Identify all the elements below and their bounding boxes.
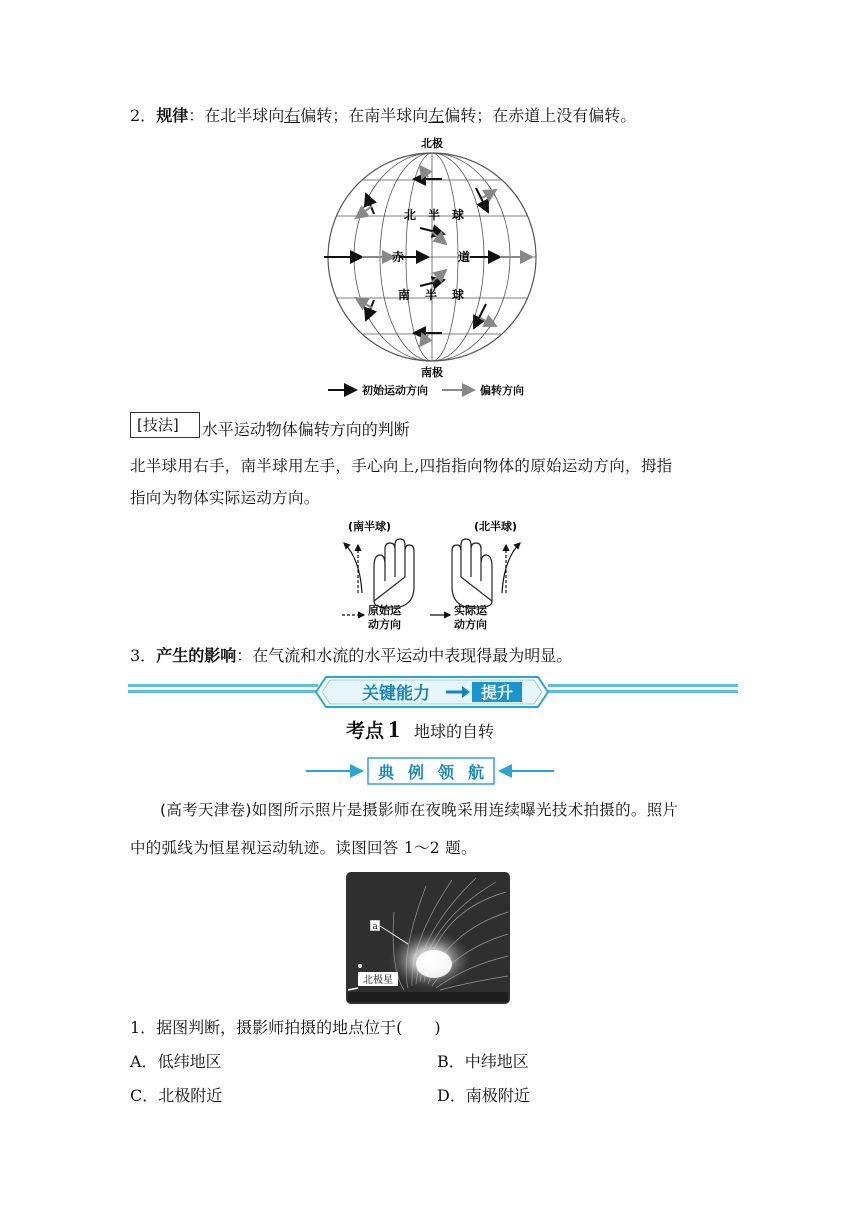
rule-underline-right: 右 <box>284 106 301 125</box>
kaodian-label: 考点 <box>346 720 385 742</box>
banner-text-improve: 提升 <box>480 683 514 702</box>
rule-line <box>130 106 636 126</box>
option-d-key: D． <box>437 1086 466 1105</box>
hand-rule-diagram <box>334 515 534 637</box>
deflection-direction-arrows <box>356 166 532 346</box>
rule-label: 规律 <box>156 106 189 125</box>
option-c-key: C． <box>130 1086 159 1105</box>
option-b-text: 中纬地区 <box>464 1052 529 1071</box>
legend-actual-line-2: 动方向 <box>454 618 487 631</box>
option-d-text: 南极附近 <box>465 1086 530 1105</box>
banner-decor-right <box>548 684 738 693</box>
banner-text-key-ability: 关键能力 <box>362 684 430 704</box>
rule-underline-left: 左 <box>428 106 445 125</box>
key-ability-banner <box>128 674 738 710</box>
north-actual-direction-arrow <box>502 543 520 593</box>
option-c[interactable] <box>130 1086 222 1106</box>
legend-original-line-1: 原始运 <box>368 604 401 617</box>
option-c-text: 北极附近 <box>158 1086 223 1105</box>
option-d[interactable] <box>437 1086 530 1106</box>
example-char-2: 例 <box>407 763 425 782</box>
example-char-4: 航 <box>467 763 485 782</box>
question-intro-line-1 <box>160 800 678 820</box>
example-banner <box>304 756 556 786</box>
technique-title: 水平运动物体偏转方向的判断 <box>201 420 410 439</box>
impact-number: 3． <box>130 646 157 665</box>
kaodian-title: 地球的自转 <box>414 722 495 741</box>
north-hemisphere-label: (北半球) <box>474 520 518 533</box>
south-hemisphere-label: (南半球) <box>348 520 392 533</box>
star-trail-photo <box>346 872 510 1004</box>
north-pole-label: 北极 <box>421 137 443 150</box>
south-hemi-char-1: 南 <box>398 288 411 302</box>
legend-initial-label: 初始运动方向 <box>362 384 428 397</box>
globe-legend <box>328 383 524 397</box>
photo-label-a: a <box>372 922 378 932</box>
question-intro-text-1: 如图所示照片是摄影师在夜晚采用连续曝光技术拍摄的。照片 <box>251 801 679 819</box>
right-hand-icon <box>452 539 492 607</box>
legend-original-line-2: 动方向 <box>368 618 401 631</box>
example-char-1: 典 <box>377 763 395 782</box>
impact-label: 产生的影响 <box>156 646 237 665</box>
rule-colon: ： <box>188 106 205 125</box>
equator-char-1: 赤 <box>392 250 405 264</box>
legend-deflect-label: 偏转方向 <box>480 384 524 397</box>
example-char-3: 领 <box>437 763 455 782</box>
option-a-text: 低纬地区 <box>157 1052 222 1071</box>
impact-line <box>130 646 572 666</box>
technique-line-1: 北半球用右手，南半球用左手，手心向上,四指指向物体的原始运动方向，拇指 <box>130 457 673 475</box>
north-hemi-char-1: 北 <box>404 208 417 222</box>
impact-colon: ： <box>236 646 253 665</box>
option-b[interactable] <box>437 1052 529 1072</box>
initial-direction-arrows <box>324 179 500 333</box>
technique-tag: [技法] <box>130 412 200 438</box>
option-b-key: B． <box>437 1052 465 1071</box>
legend-actual-line-1: 实际运 <box>454 604 487 617</box>
south-hemi-char-3: 球 <box>452 288 465 302</box>
rule-number: 2． <box>130 106 157 125</box>
technique-heading <box>130 412 410 438</box>
rule-text-2: 偏转；在南半球向 <box>300 106 429 125</box>
question-source: (高考天津卷) <box>160 801 252 819</box>
south-pole-label: 南极 <box>421 366 443 379</box>
technique-line-2: 指向为物体实际运动方向。 <box>130 489 320 507</box>
left-hand-icon <box>374 539 414 607</box>
option-a[interactable] <box>130 1052 222 1072</box>
rule-text-3: 偏转；在赤道上没有偏转。 <box>444 106 637 125</box>
north-hemi-char-3: 球 <box>452 208 465 222</box>
photo-label-polaris: 北极星 <box>363 975 393 986</box>
south-actual-direction-arrow <box>344 543 362 593</box>
question-intro-line-2: 中的弧线为恒星视运动轨迹。读图回答 1～2 题。 <box>130 839 477 857</box>
north-hemi-char-2: 半 <box>428 208 441 222</box>
question-1-stem: 1．据图判断，摄影师拍摄的地点位于( ) <box>130 1018 441 1037</box>
south-hemi-char-2: 半 <box>425 288 438 302</box>
equator-char-2: 道 <box>458 250 471 264</box>
kaodian-heading <box>346 716 494 744</box>
polaris-star-icon <box>358 964 362 968</box>
coriolis-globe-diagram <box>320 132 550 400</box>
option-a-key: A． <box>130 1052 158 1071</box>
banner-decor-left <box>128 684 318 693</box>
impact-text: 在气流和水流的水平运动中表现得最为明显。 <box>252 646 573 665</box>
rule-text-1: 在北半球向 <box>204 106 285 125</box>
kaodian-number: 1 <box>388 717 401 743</box>
